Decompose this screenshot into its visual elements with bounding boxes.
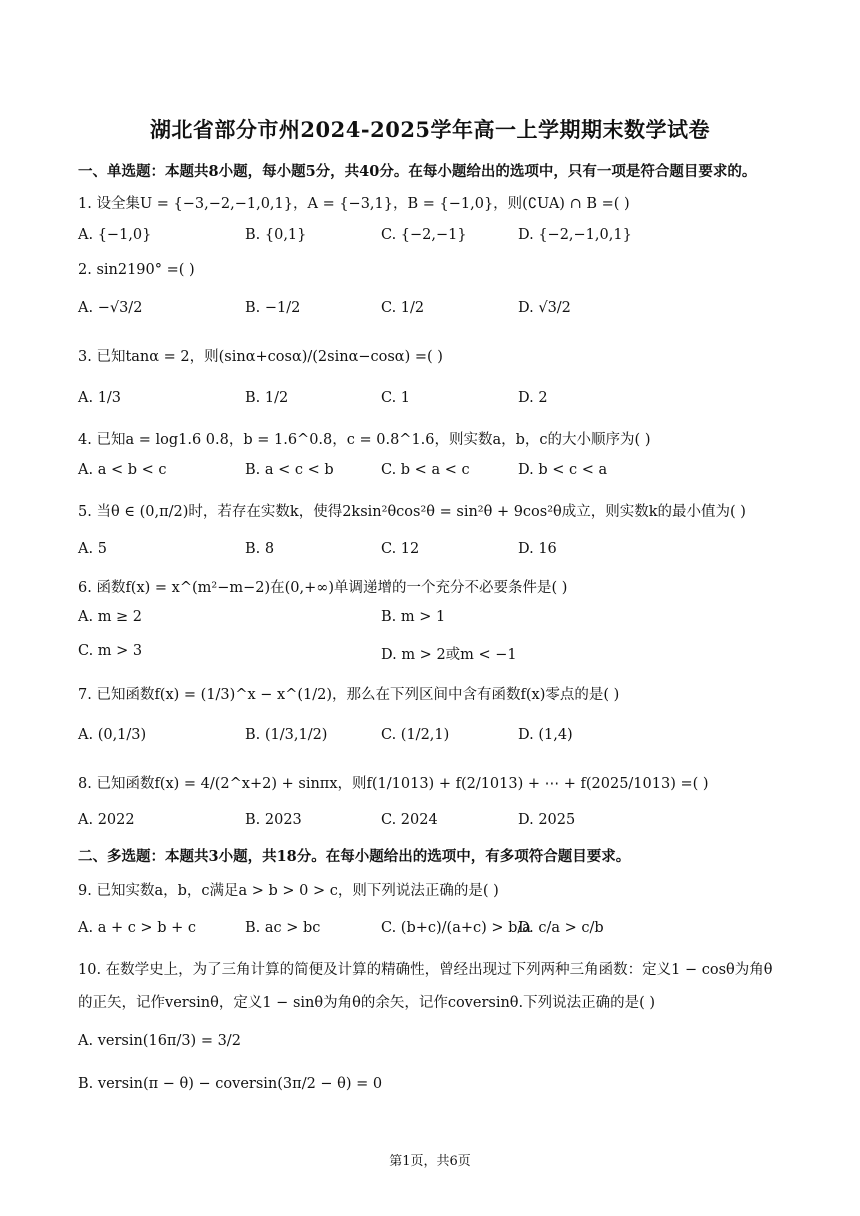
option-2b: B. −1/2: [245, 300, 301, 316]
page-title: 湖北省部分市州2024-2025学年高一上学期期末数学试卷: [149, 117, 711, 142]
option-6c: C. m > 3: [78, 643, 143, 659]
option-3c: C. 1: [381, 390, 411, 406]
option-7c: C. (1/2,1): [381, 727, 450, 743]
option-1d: D. {−2,−1,0,1}: [518, 227, 632, 243]
option-7b: B. (1/3,1/2): [245, 727, 328, 743]
option-8a: A. 2022: [78, 812, 135, 828]
option-6a: A. m ≥ 2: [78, 609, 143, 625]
question-3: 3. 已知tanα = 2，则(sinα+cosα)/(2sinα−cosα) =( ): [78, 349, 443, 365]
option-3b: B. 1/2: [245, 390, 289, 406]
question-7: 7. 已知函数f(x) = (1/3)^x − x^(1/2)，那么在下列区间中含有函数f(x)零点的是( ): [78, 687, 620, 703]
option-8b: B. 2023: [245, 812, 302, 828]
option-4a: A. a < b < c: [78, 462, 167, 478]
option-1b: B. {0,1}: [245, 227, 307, 243]
question-2: 2. sin2190° =( ): [78, 262, 195, 278]
option-9b: B. ac > bc: [245, 920, 321, 936]
option-10b: B. versin(π − θ) − coversin(3π/2 − θ) = 0: [78, 1076, 383, 1092]
option-4c: C. b < a < c: [381, 462, 470, 478]
option-7d: D. (1,4): [518, 727, 573, 743]
option-9c: C. (b+c)/(a+c) > b/a: [381, 920, 531, 936]
option-2d: D. √3/2: [518, 300, 571, 316]
option-9d: D. c/a > c/b: [518, 920, 604, 936]
option-9a: A. a + c > b + c: [78, 920, 196, 936]
option-6b: B. m > 1: [381, 609, 446, 625]
question-4: 4. 已知a = log1.6 0.8，b = 1.6^0.8，c = 0.8^1.6，则实数a，b，c的大小顺序为( ): [78, 432, 651, 448]
option-3a: A. 1/3: [78, 390, 122, 406]
option-2c: C. 1/2: [381, 300, 425, 316]
question-8: 8. 已知函数f(x) = 4/(2^x+2) + sinπx，则f(1/1013) + f(2/1013) + ⋯ + f(2025/1013) =( ): [78, 776, 709, 792]
option-1a: A. {−1,0}: [78, 227, 152, 243]
option-8c: C. 2024: [381, 812, 438, 828]
question-9: 9. 已知实数a，b，c满足a > b > 0 > c，则下列说法正确的是( ): [78, 883, 499, 899]
section-heading-multiple-choice: 二、多选题：本题共3小题，共18分。在每小题给出的选项中，有多项符合题目要求。: [78, 848, 631, 865]
option-5d: D. 16: [518, 541, 557, 557]
option-5a: A. 5: [78, 541, 107, 557]
option-4d: D. b < c < a: [518, 462, 608, 478]
option-5b: B. 8: [245, 541, 275, 557]
option-5c: C. 12: [381, 541, 420, 557]
question-1: 1. 设全集U = {−3,−2,−1,0,1}，A = {−3,1}，B = {−1,0}，则(∁UA) ∩ B =( ): [78, 196, 630, 212]
option-7a: A. (0,1/3): [78, 727, 147, 743]
option-10a: A. versin(16π/3) = 3/2: [78, 1033, 241, 1049]
section-heading-single-choice: 一、单选题：本题共8小题，每小题5分，共40分。在每小题给出的选项中，只有一项是符合题目要求的。: [78, 163, 757, 180]
option-8d: D. 2025: [518, 812, 576, 828]
question-10-line-1: 10. 在数学史上，为了三角计算的简便及计算的精确性，曾经出现过下列两种三角函数：定义1 − cosθ为角θ: [78, 962, 773, 978]
question-10-line-2: 的正矢，记作versinθ，定义1 − sinθ为角θ的余矢，记作coversinθ.下列说法正确的是( ): [78, 995, 656, 1011]
question-6: 6. 函数f(x) = x^(m²−m−2)在(0,+∞)单调递增的一个充分不必要条件是( ): [78, 580, 568, 596]
option-2a: A. −√3/2: [78, 300, 143, 316]
option-6d: D. m > 2或m < −1: [381, 647, 517, 663]
option-1c: C. {−2,−1}: [381, 227, 467, 243]
option-4b: B. a < c < b: [245, 462, 334, 478]
question-5: 5. 当θ ∈ (0,π/2)时，若存在实数k，使得2ksin²θcos²θ = sin²θ + 9cos²θ成立，则实数k的最小值为( ): [78, 504, 746, 520]
page-footer: 第1页，共6页: [389, 1154, 471, 1169]
option-3d: D. 2: [518, 390, 548, 406]
